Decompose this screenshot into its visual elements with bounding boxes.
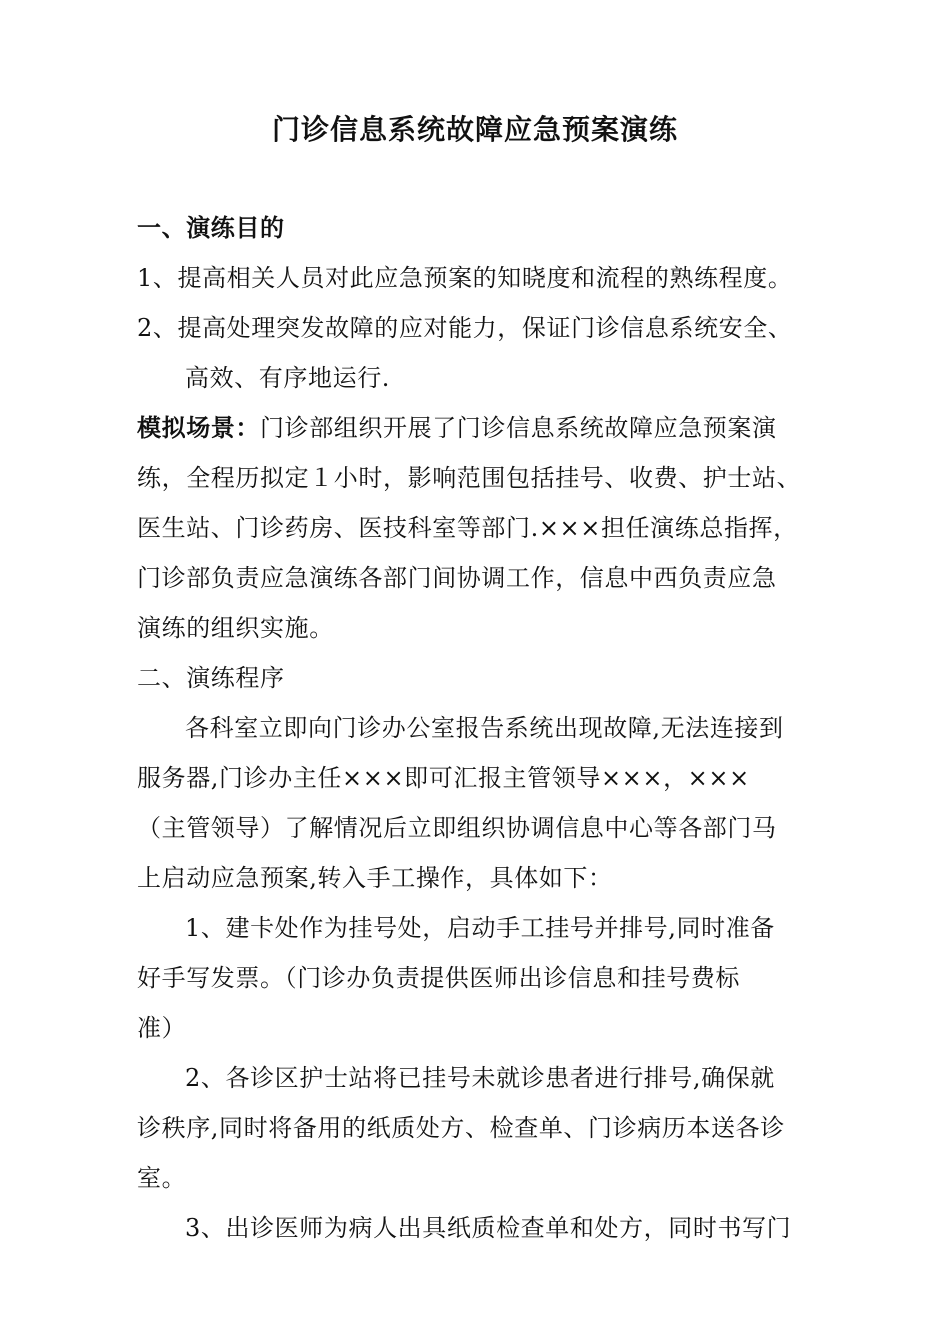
purpose-item-2-line-2: 高效、有序地运行. [185, 364, 391, 392]
step-2-line-3: 室。 [137, 1164, 187, 1192]
procedure-line-1: 各科室立即向门诊办公室报告系统出现故障,无法连接到 [185, 714, 784, 742]
step-1-line-1: 1、建卡处作为挂号处，启动手工挂号并排号,同时准备 [185, 914, 775, 942]
purpose-item-1: 1、提高相关人员对此应急预案的知晓度和流程的熟练程度。 [137, 264, 793, 292]
procedure-line-2: 服务器,门诊办主任×××即可汇报主管领导×××，××× [137, 764, 750, 792]
scenario-line-1 [137, 412, 827, 444]
section-heading-procedure: 二、演练程序 [137, 664, 285, 692]
step-2-line-1: 2、各诊区护士站将已挂号未就诊患者进行排号,确保就 [185, 1064, 775, 1092]
procedure-line-4: 上启动应急预案,转入手工操作，具体如下： [137, 864, 613, 892]
step-1-line-2: 好手写发票。（门诊办负责提供医师出诊信息和挂号费标 [137, 964, 740, 992]
scenario-line-2: 练，全程历拟定１小时，影响范围包括挂号、收费、护士站、 [137, 464, 802, 492]
section-heading-purpose: 一、演练目的 [137, 214, 285, 242]
scenario-label: 模拟场景： [137, 414, 260, 442]
scenario-line-4: 门诊部负责应急演练各部门间协调工作，信息中西负责应急 [137, 564, 777, 592]
document-title: 门诊信息系统故障应急预案演练 [271, 113, 678, 146]
procedure-line-3: （主管领导）了解情况后立即组织协调信息中心等各部门马 [137, 814, 777, 842]
purpose-item-2-line-1: 2、提高处理突发故障的应对能力，保证门诊信息系统安全、 [137, 314, 793, 342]
step-1-line-3: 准） [137, 1014, 187, 1042]
step-3-line-1: 3、出诊医师为病人出具纸质检查单和处方，同时书写门 [185, 1214, 792, 1242]
scenario-line-3: 医生站、门诊药房、医技科室等部门.×××担任演练总指挥， [137, 514, 798, 542]
scenario-line-5: 演练的组织实施。 [137, 614, 334, 642]
step-2-line-2: 诊秩序,同时将备用的纸质处方、检查单、门诊病历本送各诊 [137, 1114, 785, 1142]
scenario-text-1: 门诊部组织开展了门诊信息系统故障应急预案演 [260, 414, 777, 442]
